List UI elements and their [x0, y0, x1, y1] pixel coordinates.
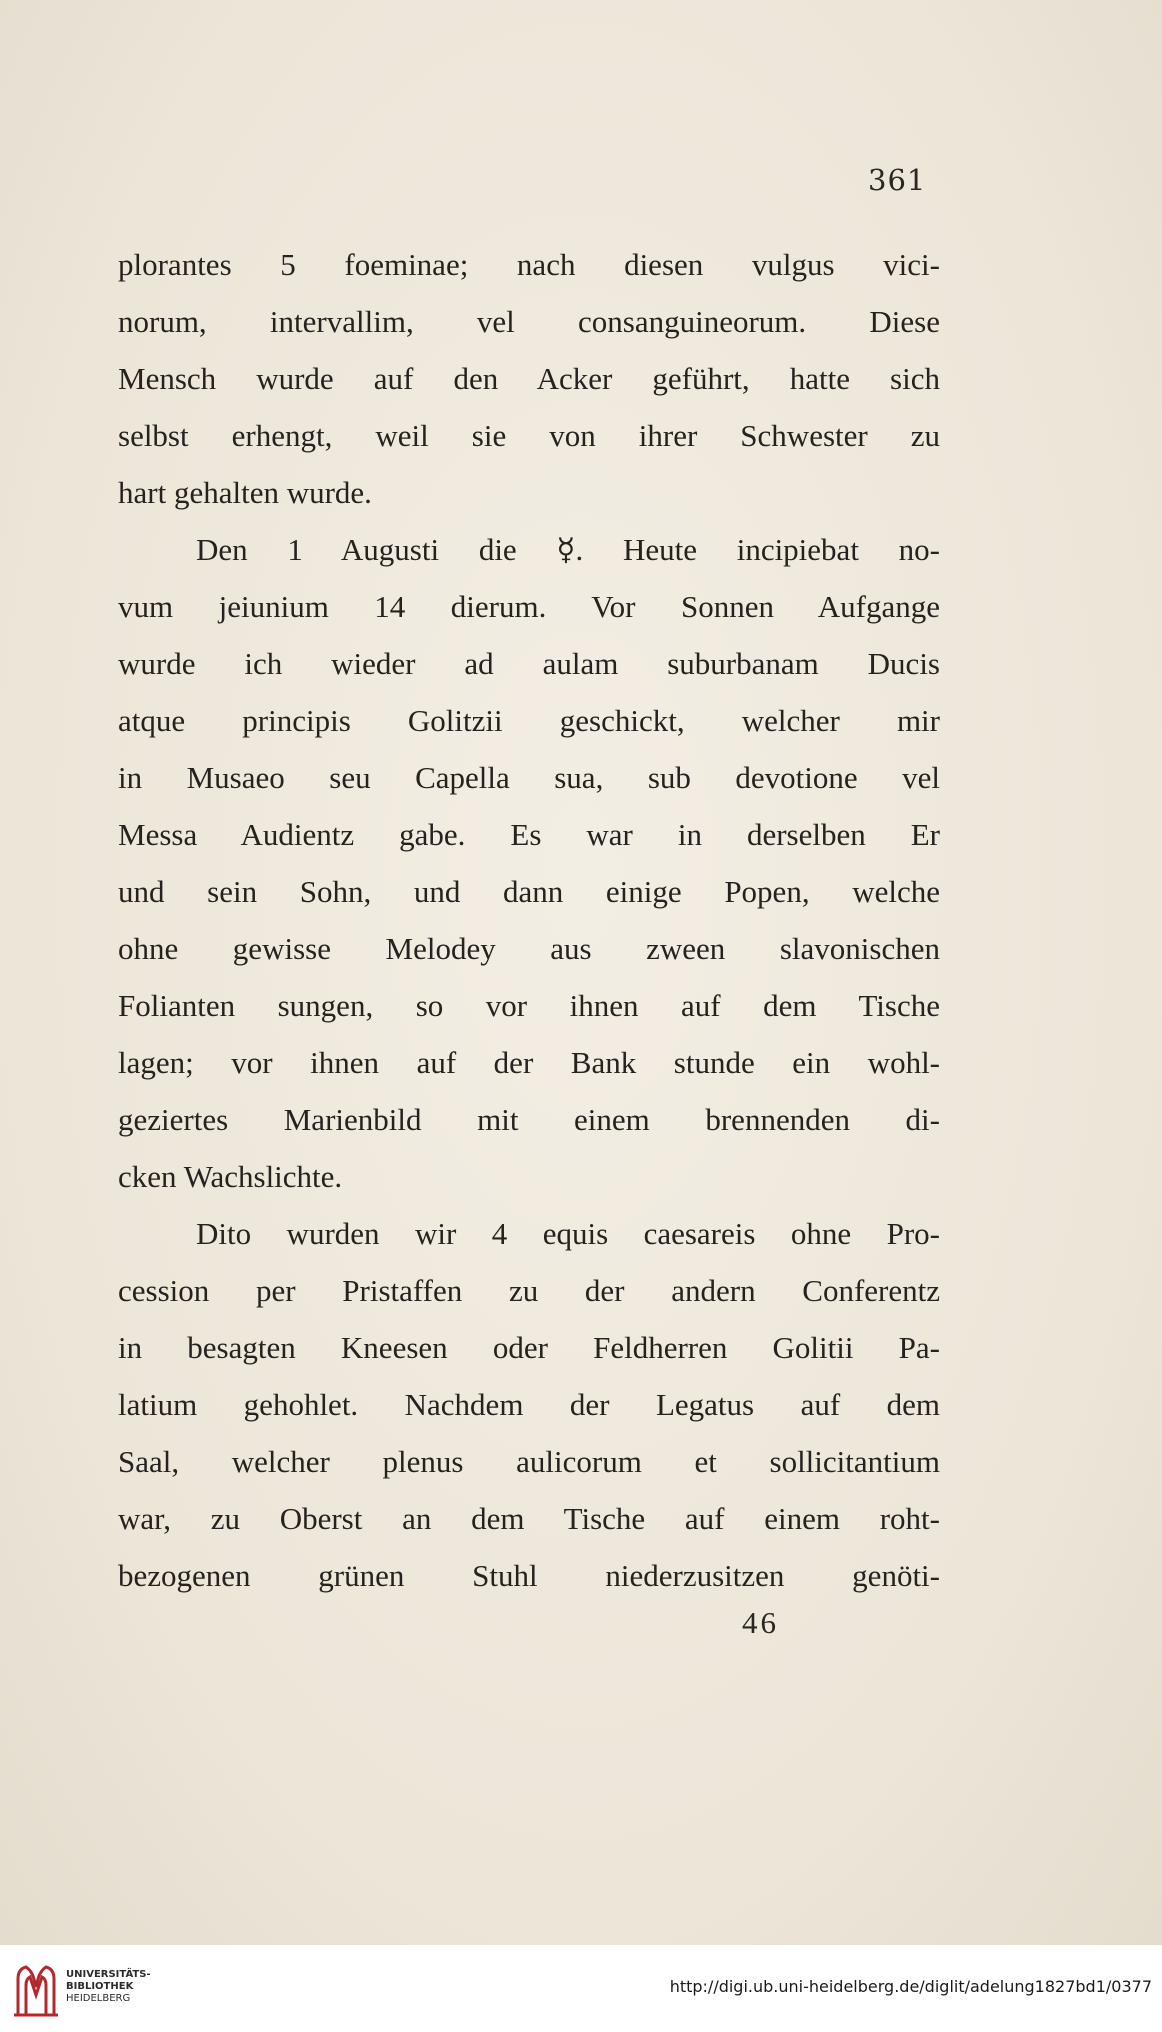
signature-mark: 46 — [742, 1605, 779, 1640]
paragraph-start-line: Dito wurden wir 4 equis caesareis ohne Pro- — [196, 1216, 940, 1251]
text-line: cken Wachslichte. — [118, 1159, 343, 1194]
logo-line: HEIDELBERG — [66, 1993, 131, 2004]
logo-line: UNIVERSITÄTS- — [66, 1969, 151, 1980]
text-line: atque principis Golitzii geschickt, welcher mir — [118, 703, 940, 738]
text-line: bezogenen grünen Stuhl niederzusitzen genöti- — [118, 1558, 940, 1593]
text-line: und sein Sohn, und dann einige Popen, welche — [118, 874, 940, 909]
paragraph-start-line: Den 1 Augusti die ☿. Heute incipiebat no- — [196, 532, 940, 567]
text-line: norum, intervallim, vel consanguineorum. Diese — [118, 304, 940, 339]
logo-line: BIBLIOTHEK — [66, 1981, 134, 1992]
text-line: in besagten Kneesen oder Feldherren Golitii Pa- — [118, 1330, 940, 1365]
university-seal-icon[interactable] — [12, 1961, 60, 2017]
text-line: Folianten sungen, so vor ihnen auf dem Tische — [118, 988, 940, 1023]
text-line: hart gehalten wurde. — [118, 475, 372, 510]
text-line: war, zu Oberst an dem Tische auf einem roht- — [118, 1501, 940, 1536]
text-line: plorantes 5 foeminae; nach diesen vulgus vici- — [118, 247, 940, 282]
page-number: 361 — [868, 163, 927, 197]
text-line: wurde ich wieder ad aulam suburbanam Ducis — [118, 646, 940, 681]
text-line: Messa Audientz gabe. Es war in derselben Er — [118, 817, 940, 852]
text-line: vum jeiunium 14 dierum. Vor Sonnen Aufgange — [118, 589, 940, 624]
body-text — [118, 236, 940, 1604]
text-line: latium gehohlet. Nachdem der Legatus auf dem — [118, 1387, 940, 1422]
text-line: ohne gewisse Melodey aus zween slavonischen — [118, 931, 940, 966]
text-line: Mensch wurde auf den Acker geführt, hatte sich — [118, 361, 940, 396]
source-url-link[interactable]: http://digi.ub.uni-heidelberg.de/diglit/adelung1827bd1/0377 — [669, 1977, 1152, 1996]
text-line: in Musaeo seu Capella sua, sub devotione vel — [118, 760, 940, 795]
text-line: cession per Pristaffen zu der andern Conferentz — [118, 1273, 940, 1308]
text-line: lagen; vor ihnen auf der Bank stunde ein wohl- — [118, 1045, 940, 1080]
text-line: geziertes Marienbild mit einem brennenden di- — [118, 1102, 940, 1137]
text-line: selbst erhengt, weil sie von ihrer Schwester zu — [118, 418, 940, 453]
library-logo-text — [66, 1969, 151, 2005]
text-line: Saal, welcher plenus aulicorum et sollicitantium — [118, 1444, 940, 1479]
footer-bar — [0, 1945, 1162, 2032]
